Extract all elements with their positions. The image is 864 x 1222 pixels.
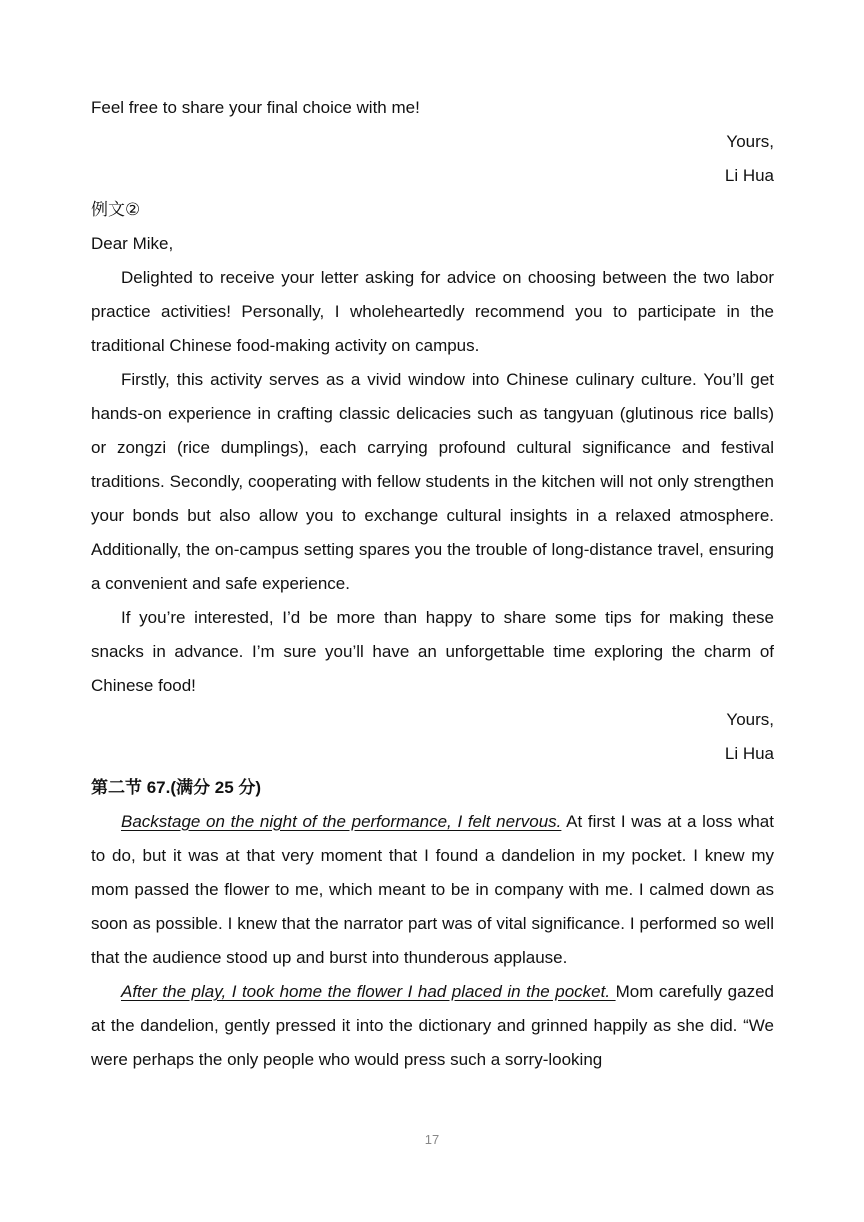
given-opening-sentence: Backstage on the night of the performance, I felt nervous. — [121, 812, 562, 831]
section-heading: 第二节 67.(满分 25 分) — [91, 778, 262, 797]
letter-paragraph: Firstly, this activity serves as a vivid window into Chinese culinary culture. You’ll get hands-on experience in crafting classic delicacies such as tangyuan (glutinous rice balls) or zongzi (rice dumplings), each carrying profound cultural significance and festival traditions. Secondly, cooperating with fellow students in the kitchen will not only strengthen your bonds but also allow you to exchange cultural insights in a relaxed atmosphere. Additionally, the on-campus setting spares you the trouble of long-distance travel, ensuring a convenient and safe experience. — [91, 370, 774, 593]
story-paragraph — [91, 975, 774, 1077]
sign-off: Yours, — [726, 132, 774, 151]
letter-sign-off: Yours, — [726, 710, 774, 729]
letter-signature: Li Hua — [724, 744, 774, 763]
story-text: At first I was at a loss what to do, but it was at that very moment that I found a dandelion in my pocket. I knew my mom passed the flower to me, which meant to be in company with me. I calmed down as soon as possible. I knew that the narrator part was of vital significance. I performed so well that the audience stood up and burst into thunderous applause. — [91, 812, 774, 967]
letter-greeting: Dear Mike, — [91, 234, 174, 253]
example-label: 例文② — [91, 200, 141, 219]
closing-line: Feel free to share your final choice with me! — [91, 98, 420, 117]
page-number: 17 — [424, 1132, 440, 1147]
signature: Li Hua — [724, 166, 774, 185]
story-text: Mom carefully gazed at the dandelion, gently pressed it into the dictionary and grinned happily as she did. “We were perhaps the only people who would press such a sorry-looking — [91, 982, 774, 1069]
letter-paragraph: If you’re interested, I’d be more than happy to share some tips for making these snacks in advance. I’m sure you’ll have an unforgettable time exploring the charm of Chinese food! — [91, 608, 774, 695]
letter-paragraph: Delighted to receive your letter asking for advice on choosing between the two labor practice activities! Personally, I wholeheartedly recommend you to participate in the traditional Chinese food-making activity on campus. — [91, 268, 774, 355]
given-opening-sentence: After the play, I took home the flower I had placed in the pocket. — [121, 982, 616, 1001]
document-page — [91, 91, 774, 1077]
story-paragraph — [91, 805, 774, 975]
